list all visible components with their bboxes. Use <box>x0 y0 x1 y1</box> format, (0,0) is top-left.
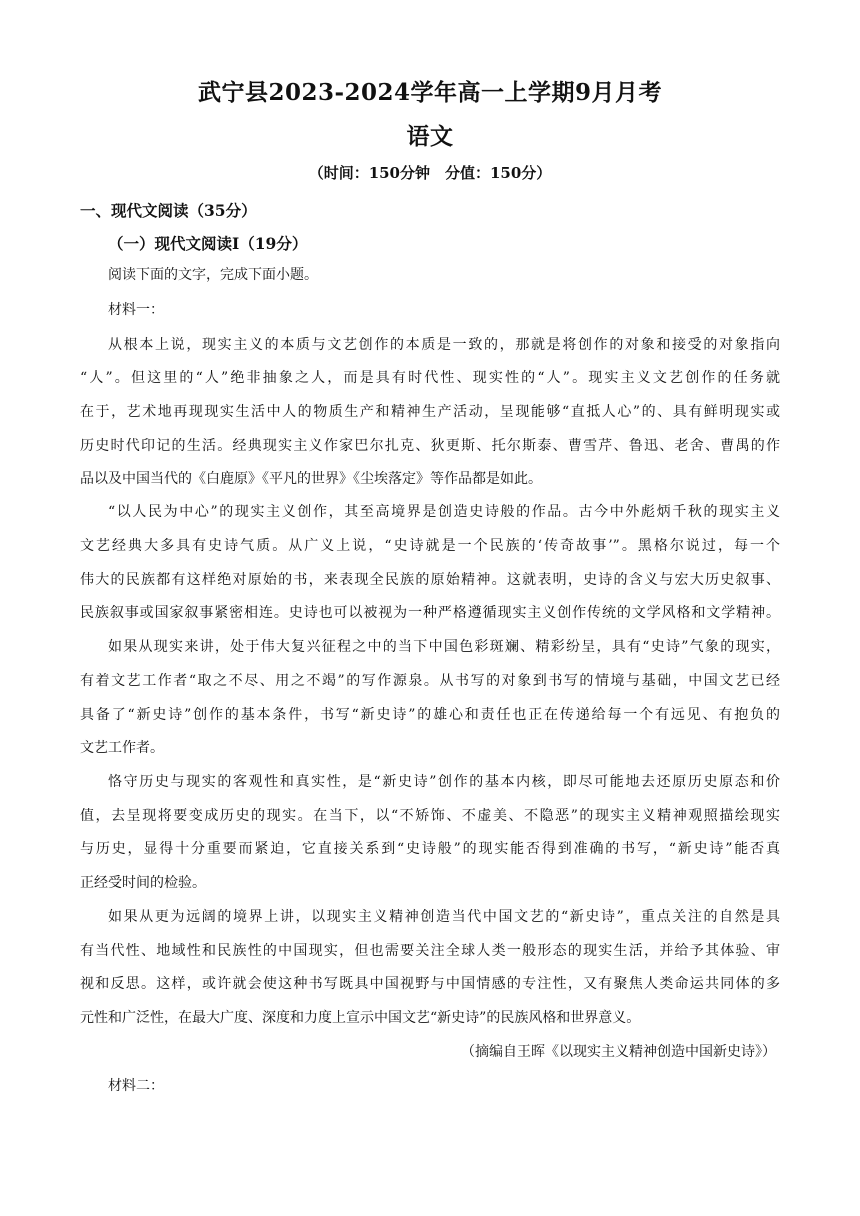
paragraph-line: 元性和广泛性，在最大广度、深度和力度上宣示中国文艺“新史诗”的民族风格和世界意义。 <box>80 1010 641 1026</box>
source-citation: （摘编自王晖《以现实主义精神创造中国新史诗》） <box>461 1044 776 1060</box>
paragraph-line: 如果从现实来讲，处于伟大复兴征程之中的当下中国色彩斑斓、精彩纷呈，具有“史诗”气象的现实， <box>108 639 780 655</box>
subsection-heading: （一）现代文阅读Ⅰ（19分） <box>108 234 308 253</box>
paragraph-line: 从根本上说，现实主义的本质与文艺创作的本质是一致的，那就是将创作的对象和接受的对象指向 <box>108 337 780 353</box>
paragraph-line: 恪守历史与现实的客观性和真实性，是“新史诗”创作的基本内核，即尽可能地去还原历史原态和价 <box>108 774 780 790</box>
instruction-text: 阅读下面的文字，完成下面小题。 <box>108 267 318 283</box>
paragraph-line: 在于，艺术地再现现实生活中人的物质生产和精神生产活动，呈现能够“直抵人心”的、具有鲜明现实或 <box>80 404 780 420</box>
paragraph-line: 正经受时间的检验。 <box>80 875 206 891</box>
paragraph-line: 历史时代印记的生活。经典现实主义作家巴尔扎克、狄更斯、托尔斯泰、曹雪芹、鲁迅、老舍、曹禺的作 <box>80 438 780 454</box>
exam-info: （时间：150分钟 分值：150分） <box>308 164 552 182</box>
paragraph-line: 品以及中国当代的《白鹿原》《平凡的世界》《尘埃落定》等作品都是如此。 <box>80 471 542 487</box>
paragraph-line: 民族叙事或国家叙事紧密相连。史诗也可以被视为一种严格遵循现实主义创作传统的文学风格和文学精神。 <box>80 605 780 621</box>
paragraph-line: 值，去呈现将要变成历史的现实。在当下，以“不矫饰、不虚美、不隐恶”的现实主义精神观照描绘现实 <box>80 808 780 824</box>
paragraph-line: 伟大的民族都有这样绝对原始的书，来表现全民族的原始精神。这就表明，史诗的含义与宏大历史叙事、 <box>80 572 780 588</box>
subject-title: 语文 <box>406 123 454 150</box>
material-two-label: 材料二： <box>108 1078 164 1094</box>
paragraph-line: “人”。但这里的“人”绝非抽象之人，而是具有时代性、现实性的“人”。现实主义文艺创作的任务就 <box>80 370 780 386</box>
paragraph-line: 文艺工作者。 <box>80 740 164 756</box>
material-one-label: 材料一： <box>108 302 164 318</box>
paragraph-line: 有着文艺工作者“取之不尽、用之不竭”的写作源泉。从书写的对象到书写的情境与基础，中国文艺已经 <box>80 673 780 689</box>
paragraph-line: 与历史，显得十分重要而紧迫，它直接关系到“史诗般”的现实能否得到准确的书写，“新史诗”能否真 <box>80 841 780 857</box>
exam-title: 武宁县2023-2024学年高一上学期9月月考 <box>197 79 663 106</box>
section-heading: 一、现代文阅读（35分） <box>80 201 257 220</box>
paragraph-line: 如果从更为远阔的境界上讲，以现实主义精神创造当代中国文艺的“新史诗”，重点关注的自然是具 <box>108 909 780 925</box>
paragraph-line: 视和反思。这样，或许就会使这种书写既具中国视野与中国情感的专注性，又有聚焦人类命运共同体的多 <box>80 976 780 992</box>
paragraph-line: 有当代性、地域性和民族性的中国现实，但也需要关注全球人类一般形态的现实生活，并给予其体验、审 <box>80 943 780 959</box>
paragraph-line: 具备了“新史诗”创作的基本条件，书写“新史诗”的雄心和责任也正在传递给每一个有远见、有抱负的 <box>80 707 780 723</box>
paragraph-line: “以人民为中心”的现实主义创作，其至高境界是创造史诗般的作品。古今中外彪炳千秋的现实主义 <box>108 504 780 520</box>
paragraph-line: 文艺经典大多具有史诗气质。从广义上说，“史诗就是一个民族的‘传奇故事’”。黑格尔说过，每一个 <box>80 538 780 554</box>
